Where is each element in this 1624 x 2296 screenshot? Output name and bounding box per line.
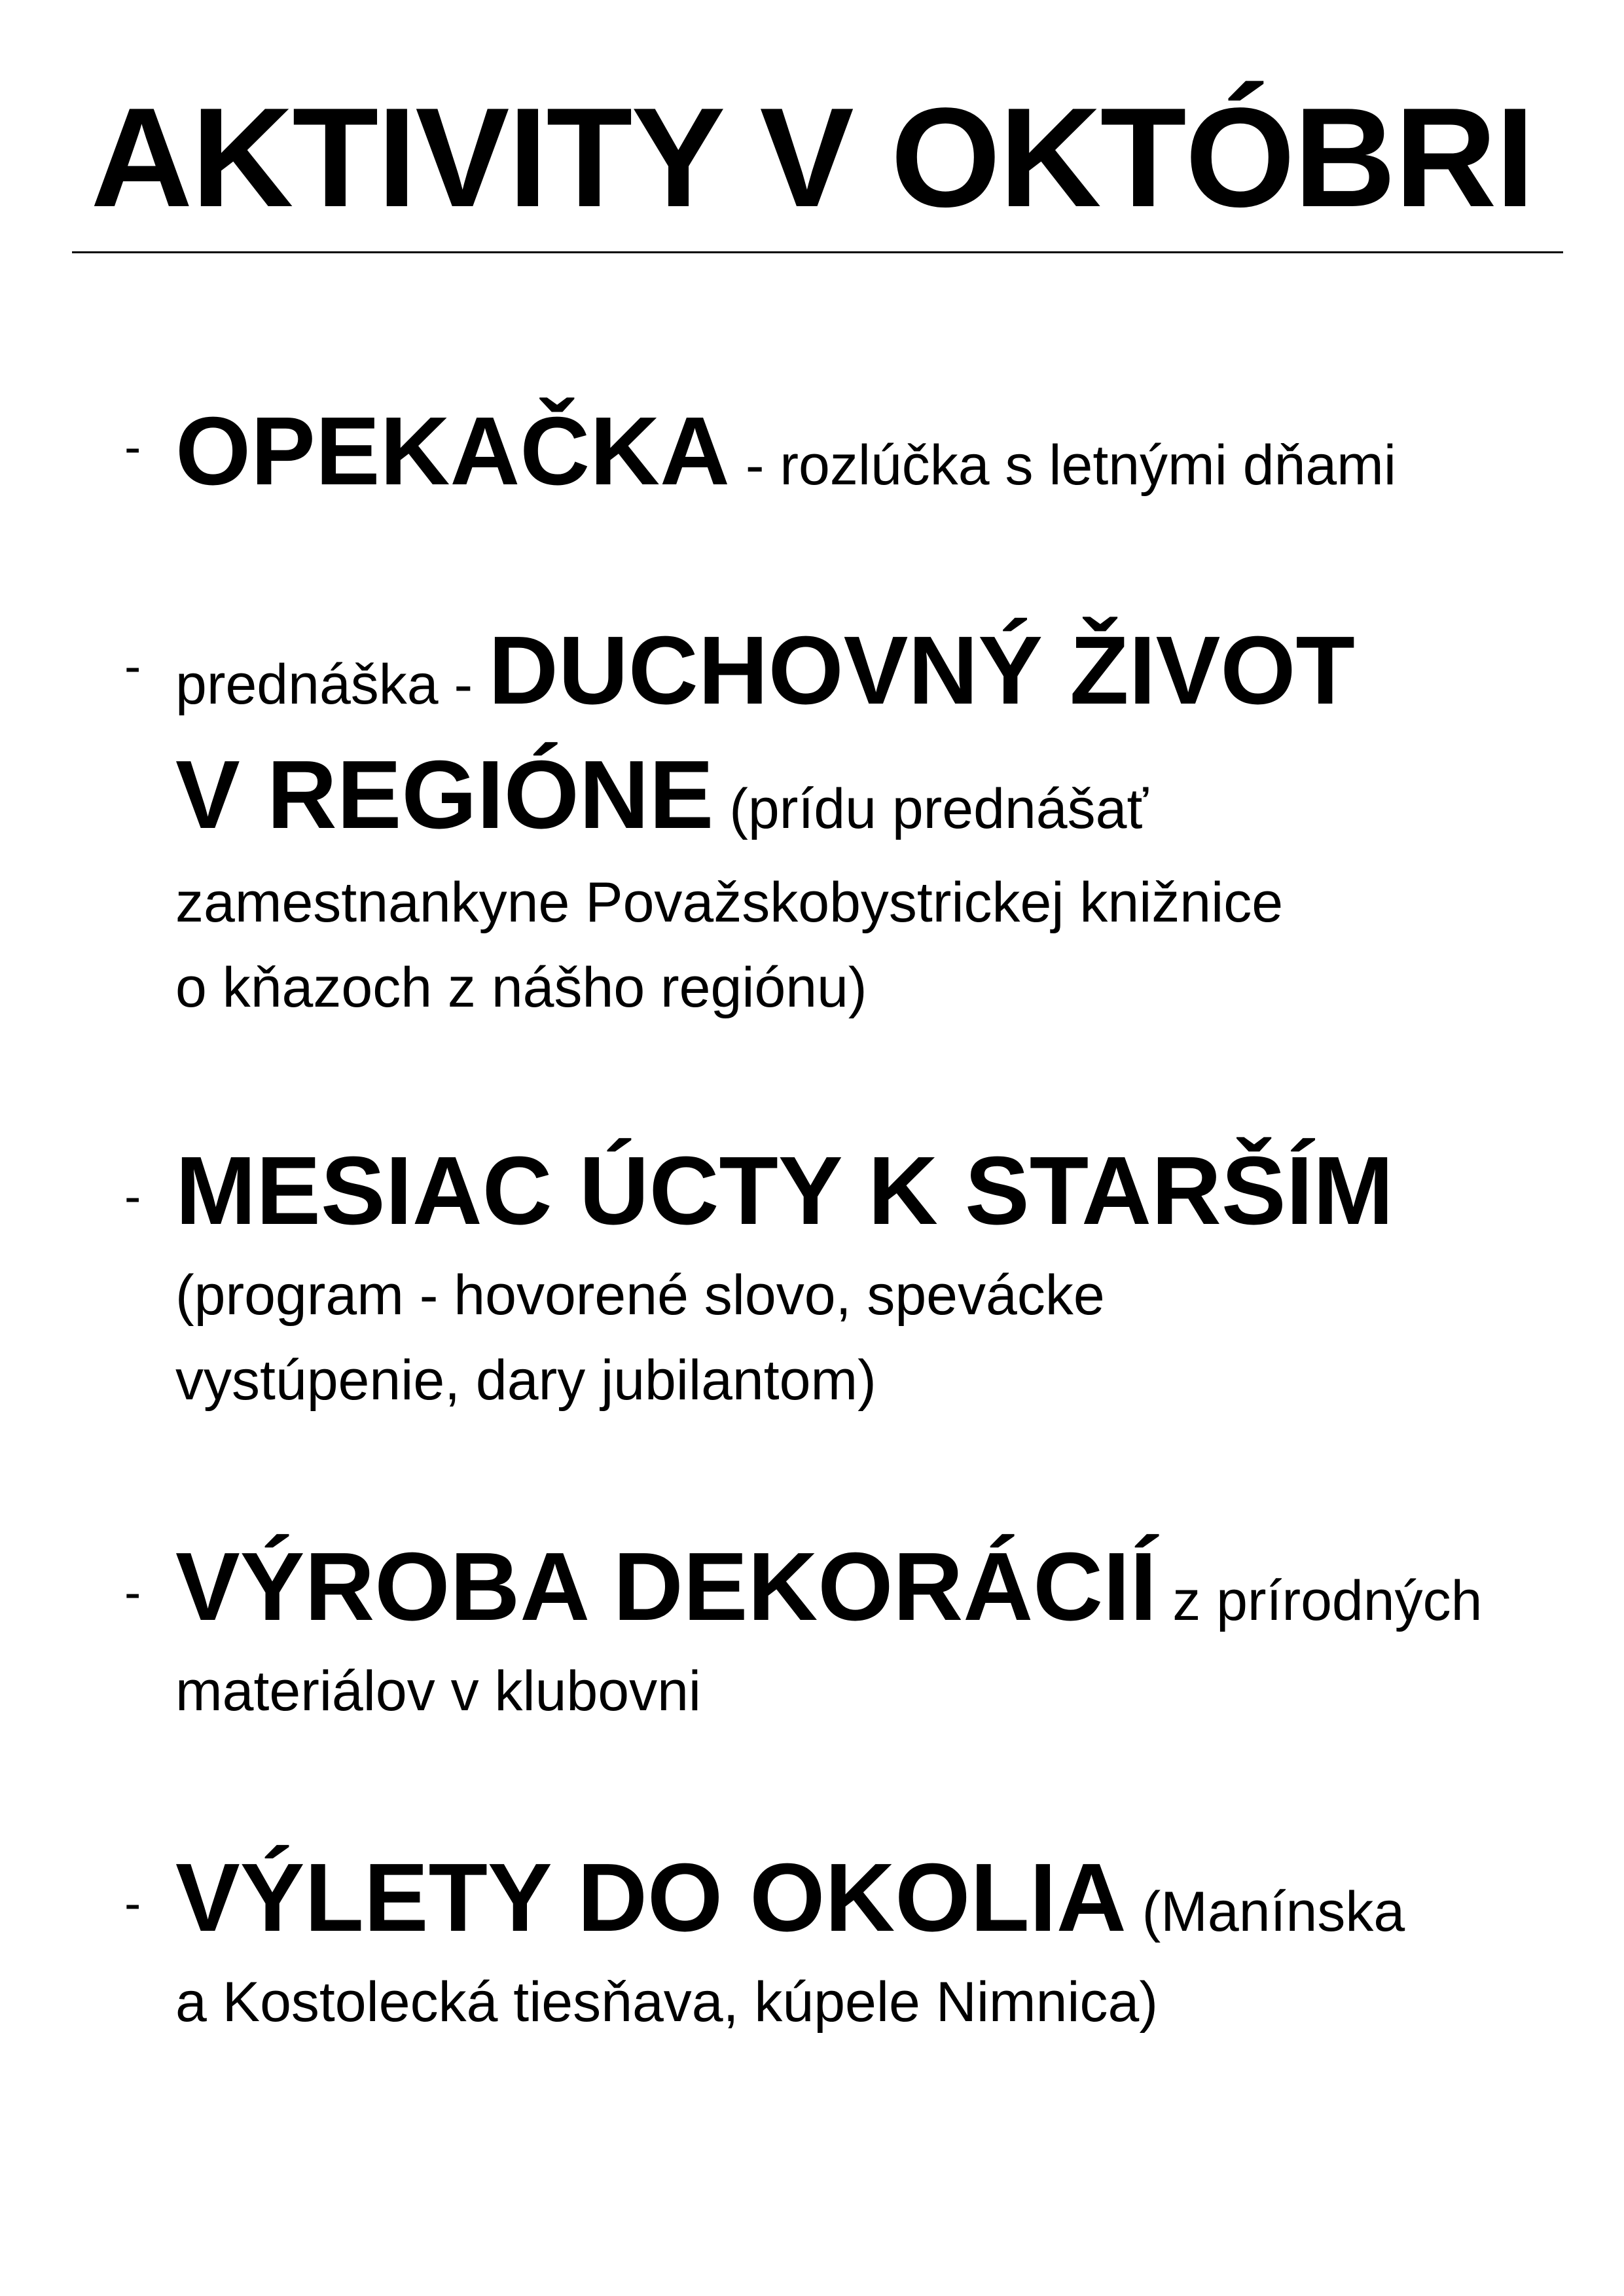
item-5-line-2: a Kostolecká tiesňava, kúpele Nimnica) xyxy=(175,1971,1158,2034)
item-1-bullet: - xyxy=(124,420,141,475)
item-2-text: prednáška - xyxy=(175,653,489,716)
item-2-line-4: o kňazoch z nášho regiónu) xyxy=(175,956,867,1019)
item-1-line-1 xyxy=(175,396,1396,507)
item-2-heading-2: V REGIÓNE xyxy=(175,741,714,849)
item-2-text-2: (prídu prednášať xyxy=(713,778,1148,840)
item-5-text: (Manínska xyxy=(1126,1880,1405,1943)
item-2-heading: DUCHOVNÝ ŽIVOT xyxy=(488,617,1355,725)
item-3-bullet: - xyxy=(124,1169,141,1225)
item-1-text: - rozlúčka s letnými dňami xyxy=(729,434,1396,497)
item-5-line-1 xyxy=(175,1842,1405,1954)
item-2-line-2 xyxy=(175,740,1148,851)
item-1-heading: OPEKAČKA xyxy=(175,397,730,505)
item-4-bullet: - xyxy=(124,1565,141,1621)
item-3-line-2: (program - hovorené slovo, spevácke xyxy=(175,1264,1105,1327)
item-4-heading: VÝROBA DEKORÁCIÍ xyxy=(175,1533,1157,1641)
item-4-line-1 xyxy=(175,1532,1482,1643)
item-2-bullet: - xyxy=(124,639,141,694)
page-title: AKTIVITY V OKTÓBRI xyxy=(90,78,1534,236)
item-4-text: z prírodných xyxy=(1157,1570,1483,1632)
item-2-line-1 xyxy=(175,615,1355,726)
title-divider xyxy=(72,251,1563,253)
item-5-heading: VÝLETY DO OKOLIA xyxy=(175,1844,1127,1952)
item-3-line-3: vystúpenie, dary jubilantom) xyxy=(175,1349,876,1412)
item-2-line-3: zamestnankyne Považskobystrickej knižnice xyxy=(175,871,1284,934)
item-5-bullet: - xyxy=(124,1876,141,1931)
item-3-heading: MESIAC ÚCTY K STARŠÍM xyxy=(175,1137,1394,1245)
item-4-line-2: materiálov v klubovni xyxy=(175,1660,702,1723)
